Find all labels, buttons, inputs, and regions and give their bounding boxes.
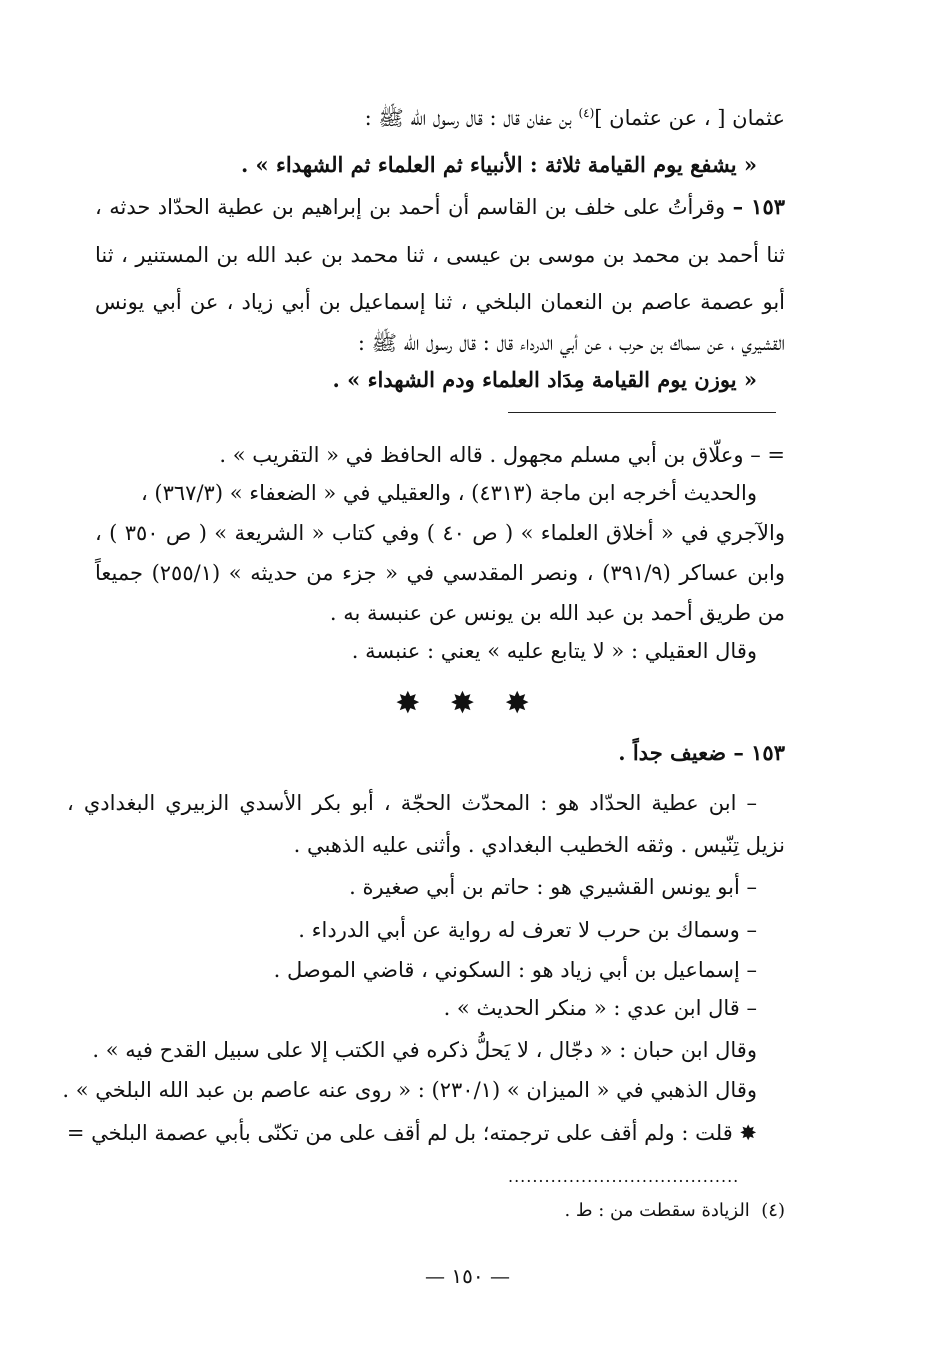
commentary-line-4: – وسماك بن حرب لا تعرف له رواية عن أبي الدرداء . [298,918,757,942]
commentary-line-9: ✸ قلت : ولم أقف على ترجمته؛ بل لم أقف على من تكنّى بأبي عصمة البلخي = [66,1121,757,1145]
main-line-5: أبو عصمة عاصم بن النعمان البلخي ، ثنا إسماعيل بن أبي زياد ، عن أبي يونس [95,290,785,314]
main-line-4: ثنا أحمد بن محمد بن موسى بن عيسى ، ثنا محمد بن عبد الله بن المستنير ، ثنا [95,243,785,267]
note-line-2: والحديث أخرجه ابن ماجة (٤٣١٣) ، والعقيلي في « الضعفاء » (٣٦٧/٣) ، [140,481,757,505]
hadith-2-text: « يوزن يوم القيامة مِدَاد العلماء ودم الشهداء » . [332,367,757,392]
main-line-1 [95,98,785,133]
main-line-1-pre: عثمان [ ، عن عثمان ] [594,106,785,130]
note-line-1: = – وعلّاق بن أبي مسلم مجهول . قاله الحافظ في « التقريب » . [219,443,785,467]
notes-divider [508,412,776,413]
footnote-reference-4: (٤) [578,106,595,120]
footnote-4 [95,1196,785,1226]
commentary-line-6: – قال ابن عدي : « منكر الحديث » . [443,996,757,1020]
footnote-number: (٤) [761,1200,785,1221]
note-line-4: وابن عساكر (٣٩١/٩) ، ونصر المقدسي في « جزء من حديثه » (٢٥٥/١) جميعاً [95,561,785,585]
hadith-1-text: « يشفع يوم القيامة ثلاثة : الأنبياء ثم العلماء ثم الشهداء » . [240,152,757,177]
main-line-1-post: بن عفان قال : قال رسول الله ﷺ : [364,106,579,130]
commentary-heading: ١٥٣ – ضعيف جداً . [618,740,785,765]
page-number: — ١٥٠ — [425,1264,510,1288]
note-line-3: والآجري في « أخلاق العلماء » ( ص ٤٠ ) وفي كتاب « الشريعة » ( ص ٣٥٠ ) ، [95,521,785,545]
commentary-line-2: نزيل تِنّيس . وثقه الخطيب البغدادي . وأثنى عليه الذهبي . [293,833,785,857]
footnote-text: الزيادة سقطت من : ط . [564,1200,750,1221]
main-line-3 [95,192,785,222]
commentary-line-7: وقال ابن حبان : « دجّال ، لا يَحلُّ ذكره في الكتب إلا على سبيل القدح فيه » . [92,1038,757,1062]
hadith-number: ١٥٣ – [732,194,786,219]
main-line-6: القشيري ، عن سماك بن حرب ، عن أبي الدرداء قال : قال رسول الله ﷺ : [357,331,785,355]
commentary-line-8: وقال الذهبي في « الميزان » (٢٣٠/١) : « روى عنه عاصم بن عبد الله البلخي » . [62,1078,757,1102]
note-line-5: من طريق أحمد بن عبد الله بن يونس عن عنبسة به . [329,601,785,625]
main-line-3-text: وقرأتُ على خلف بن القاسم أن أحمد بن إبراهيم بن عطية الحدّاد حدثه ، [95,195,733,219]
footnote-divider-dots: ...................................... [508,1168,740,1186]
commentary-line-1: – ابن عطية الحدّاد هو : المحدّث الحجّة ، أبو بكر الأسدي الزبيري البغدادي ، [67,791,757,815]
note-line-6: وقال العقيلي : « لا يتابع عليه » يعني : عنبسة . [351,639,757,663]
section-separator-stars: ✸ ✸ ✸ [395,686,540,721]
commentary-line-5: – إسماعيل بن أبي زياد هو : السكوني ، قاضي الموصل . [273,958,757,982]
commentary-line-3: – أبو يونس القشيري هو : حاتم بن أبي صغيرة . [349,875,757,899]
